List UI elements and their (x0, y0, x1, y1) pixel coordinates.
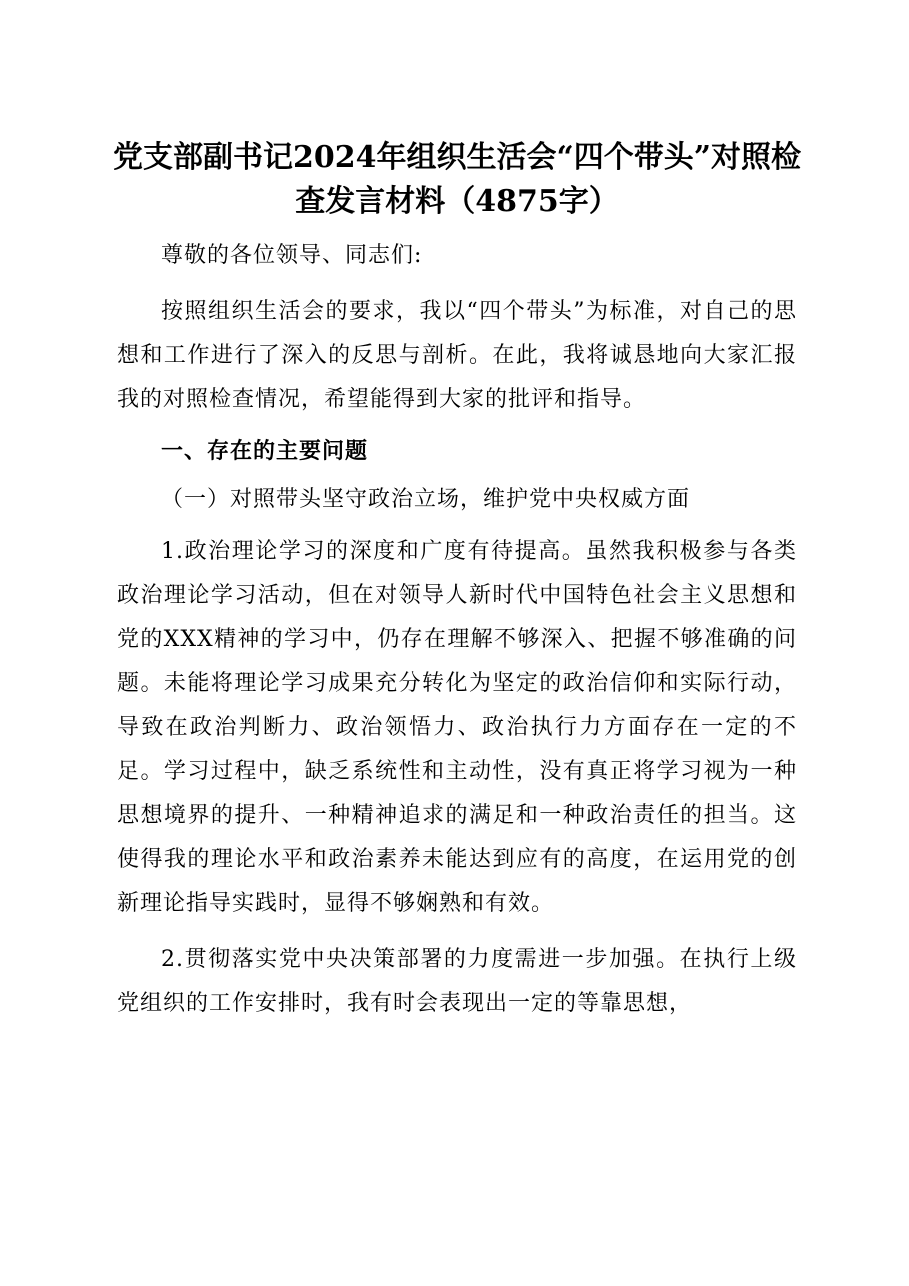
salutation: 尊敬的各位领导、同志们: (161, 243, 423, 268)
paragraph-point-1: 1.政治理论学习的深度和广度有待提高。虽然我积极参与各类政治理论学习活动，但在对领导人新时代中国特色社会主义思想和党的XXX精神的学习中，仍存在理解不够深入、把握不够准确的问题。未能将理论学习成果充分转化为坚定的政治信仰和实际行动，导致在政治判断力、政治领悟力、政治执行力方面存在一定的不足。学习过程中，缺乏系统性和主动性，没有真正将学习视为一种思想境界的提升、一种精神追求的满足和一种政治责任的担当。这使得我的理论水平和政治素养未能达到应有的高度，在运用党的创新理论指导实践时，显得不够娴熟和有效。 (117, 539, 797, 916)
document-title: 党支部副书记2024年组织生活会“四个带头”对照检查发言材料（4875字） (112, 140, 801, 219)
paragraph-point-2: 2.贯彻落实党中央决策部署的力度需进一步加强。在执行上级党组织的工作安排时，我有时会表现出一定的等靠思想， (117, 947, 797, 1016)
subsection-heading: （一）对照带头坚守政治立场，维护党中央权威方面 (161, 487, 691, 512)
section-heading: 一、存在的主要问题 (161, 439, 369, 464)
intro-paragraph: 按照组织生活会的要求，我以“四个带头”为标准，对自己的思想和工作进行了深入的反思与剖析。在此，我将诚恳地向大家汇报我的对照检查情况，希望能得到大家的批评和指导。 (117, 299, 797, 412)
document-body (117, 234, 797, 1026)
